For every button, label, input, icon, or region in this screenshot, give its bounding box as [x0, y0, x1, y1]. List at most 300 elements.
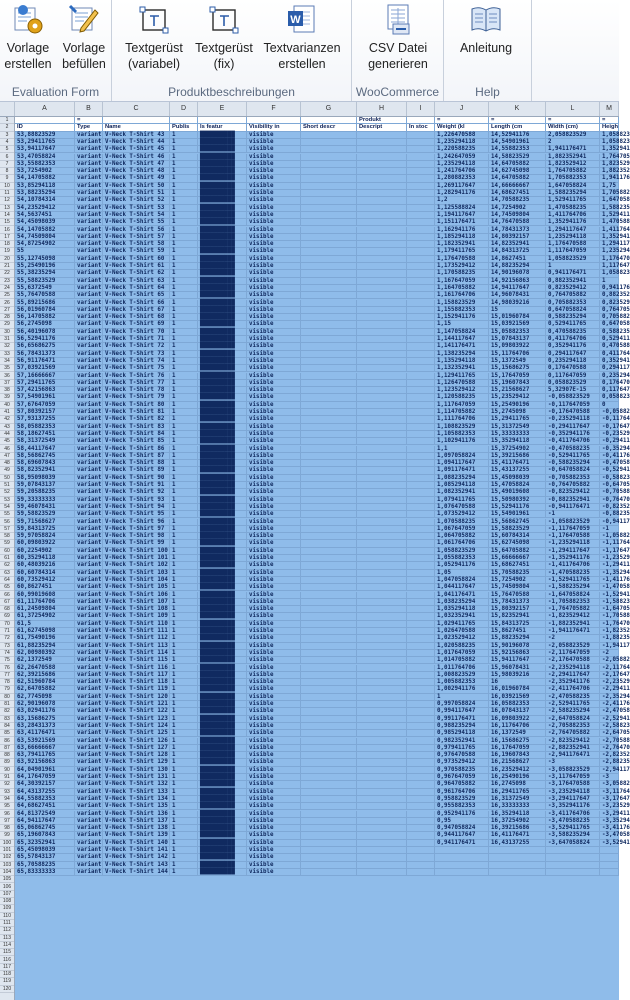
- cell-h13[interactable]: [357, 205, 407, 212]
- cell-d58[interactable]: 1: [170, 533, 198, 540]
- cell-c11[interactable]: V-Neck T-Shirt 51: [103, 190, 170, 197]
- cell-e26[interactable]: ██████████: [198, 300, 247, 307]
- cell-b84[interactable]: variant: [77, 722, 102, 729]
- cell-j50[interactable]: 1,088235294: [435, 475, 489, 482]
- cell-d8[interactable]: 1: [170, 168, 198, 175]
- cell-d73[interactable]: 1: [170, 643, 198, 650]
- cell-d99[interactable]: 1: [170, 832, 198, 839]
- cell-b94[interactable]: variant: [77, 795, 102, 802]
- cell-i4[interactable]: [407, 139, 435, 146]
- cell-g62[interactable]: [301, 562, 357, 569]
- cell-e27[interactable]: ██████████: [198, 307, 247, 314]
- cell-i52[interactable]: [407, 489, 435, 496]
- cell-l41[interactable]: -0,176470588: [546, 409, 600, 416]
- cell-j40[interactable]: 1,117647059: [435, 402, 489, 409]
- cell-e35[interactable]: ██████████: [198, 365, 247, 372]
- row-header[interactable]: 67: [0, 599, 14, 606]
- cell-h79[interactable]: [357, 686, 407, 693]
- cell-j100[interactable]: 0,941176471: [435, 840, 489, 847]
- cell-g31[interactable]: [301, 336, 357, 343]
- cell-j54[interactable]: 1,076470588: [435, 504, 489, 511]
- cell-e31[interactable]: ██████████: [198, 336, 247, 343]
- cell-a102[interactable]: 65,57843137: [15, 854, 75, 861]
- cell-i36[interactable]: [407, 373, 435, 380]
- cell-d94[interactable]: 1: [170, 796, 198, 803]
- cell-a16[interactable]: 54,14705882: [15, 227, 75, 234]
- cell-c9[interactable]: V-Neck T-Shirt 49: [103, 175, 170, 182]
- cell-i26[interactable]: [407, 300, 435, 307]
- cell-h12[interactable]: [357, 197, 407, 204]
- cell-k51[interactable]: 15,47058824: [489, 482, 546, 489]
- cell-i91[interactable]: [407, 774, 435, 781]
- cell-f35[interactable]: visible: [247, 365, 301, 372]
- cell-f39[interactable]: visible: [247, 394, 301, 401]
- cell-i79[interactable]: [407, 686, 435, 693]
- cell-j44[interactable]: 1,105882353: [435, 431, 489, 438]
- cell-a88[interactable]: 63,79411765: [15, 752, 75, 759]
- cell-h29[interactable]: [357, 321, 407, 328]
- cell-a43[interactable]: 58,05882353: [15, 424, 75, 431]
- cell-k9[interactable]: 14,64705882: [489, 175, 546, 182]
- row-header[interactable]: 109: [0, 905, 14, 912]
- cell-c67[interactable]: V-Neck T-Shirt 107: [103, 599, 170, 606]
- cell-a72[interactable]: 61,75490196: [15, 635, 75, 642]
- cell-b21[interactable]: variant: [77, 263, 102, 269]
- column-header-a[interactable]: A: [15, 102, 75, 116]
- cell-g61[interactable]: [301, 555, 357, 562]
- cell-f26[interactable]: visible: [247, 300, 301, 307]
- cell-i24[interactable]: [407, 285, 435, 292]
- cell-e82[interactable]: ██████████: [198, 708, 247, 715]
- cell-l84[interactable]: -2,705882353: [546, 723, 600, 730]
- cell-a84[interactable]: 63,28431373: [15, 723, 75, 730]
- cell-a73[interactable]: 61,88235294: [15, 643, 75, 650]
- cell-h59[interactable]: [357, 540, 407, 547]
- cell-m90[interactable]: -2,94117: [602, 766, 630, 773]
- cell-b79[interactable]: variant: [77, 686, 102, 693]
- cell-k81[interactable]: 16,05882353: [489, 701, 546, 708]
- cell-k61[interactable]: 15,66666667: [489, 555, 546, 562]
- cell-b73[interactable]: variant: [77, 642, 102, 649]
- cell-b56[interactable]: variant: [77, 518, 102, 525]
- cell-m44[interactable]: -0,23529: [602, 430, 630, 437]
- cell-m30[interactable]: 0,588235: [602, 328, 630, 335]
- row-header[interactable]: 26: [0, 300, 14, 307]
- cell-i22[interactable]: [407, 270, 435, 277]
- cell-g98[interactable]: [301, 825, 357, 832]
- row-header[interactable]: 97: [0, 818, 14, 825]
- cell-k82[interactable]: 16,07843137: [489, 708, 546, 715]
- cell-d52[interactable]: 1: [170, 489, 198, 496]
- cell-a30[interactable]: 56,40196078: [15, 329, 75, 336]
- cell-f91[interactable]: visible: [247, 774, 301, 781]
- cell-j45[interactable]: 1,102941176: [435, 438, 489, 445]
- cell-g14[interactable]: [301, 212, 357, 219]
- cell-g41[interactable]: [301, 409, 357, 416]
- cell-k32[interactable]: 15,09803922: [489, 343, 546, 350]
- cell-b66[interactable]: variant: [77, 591, 102, 598]
- cell-d9[interactable]: 1: [170, 175, 198, 182]
- cell-e104[interactable]: ██████████: [198, 869, 247, 876]
- row-header[interactable]: 48: [0, 460, 14, 467]
- cell-h103[interactable]: [357, 862, 407, 869]
- cell-h32[interactable]: [357, 343, 407, 350]
- cell-k73[interactable]: 15,90196078: [489, 643, 546, 650]
- cell-k52[interactable]: 15,49019608: [489, 489, 546, 496]
- row-header[interactable]: 100: [0, 840, 14, 847]
- cell-b59[interactable]: variant: [77, 540, 102, 547]
- cell-b37[interactable]: variant: [77, 379, 102, 386]
- cell-c54[interactable]: V-Neck T-Shirt 94: [103, 504, 170, 511]
- cell-l76[interactable]: -2,235294118: [546, 665, 600, 672]
- cell-c12[interactable]: V-Neck T-Shirt 52: [103, 197, 170, 204]
- cell-c49[interactable]: V-Neck T-Shirt 89: [103, 467, 170, 474]
- cell-c58[interactable]: V-Neck T-Shirt 98: [103, 533, 170, 540]
- cell-m68[interactable]: -1,64705: [602, 606, 630, 613]
- row-header[interactable]: 62: [0, 562, 14, 569]
- cell-i90[interactable]: [407, 767, 435, 774]
- cell-h23[interactable]: [357, 278, 407, 285]
- cell-j41[interactable]: 1,114705882: [435, 409, 489, 416]
- row-header[interactable]: 81: [0, 701, 14, 708]
- cell-c48[interactable]: V-Neck T-Shirt 88: [103, 460, 170, 467]
- cell-i58[interactable]: [407, 533, 435, 540]
- cell-j104[interactable]: [435, 869, 489, 876]
- row-header[interactable]: 25: [0, 292, 14, 299]
- cell-h40[interactable]: [357, 402, 407, 409]
- cell-j83[interactable]: 0,991176471: [435, 716, 489, 723]
- cell-f25[interactable]: visible: [247, 292, 301, 299]
- cell-i68[interactable]: [407, 606, 435, 613]
- cell-j76[interactable]: 1,011764706: [435, 665, 489, 672]
- row-header[interactable]: 66: [0, 592, 14, 599]
- cell-a75[interactable]: 62,1372549: [15, 657, 75, 664]
- cell-h38[interactable]: [357, 387, 407, 394]
- cell-f28[interactable]: visible: [247, 314, 301, 321]
- row-header[interactable]: 57: [0, 526, 14, 533]
- cell-l91[interactable]: -3,117647059: [546, 774, 600, 781]
- cell-l19[interactable]: 1,117647059: [546, 248, 600, 255]
- cell-i25[interactable]: [407, 292, 435, 299]
- cell-g38[interactable]: [301, 387, 357, 394]
- row-header[interactable]: 112: [0, 927, 14, 934]
- cell-a26[interactable]: 55,89215686: [15, 300, 75, 307]
- cell-i89[interactable]: [407, 759, 435, 766]
- row-header[interactable]: 119: [0, 978, 14, 985]
- cell-e22[interactable]: ██████████: [198, 270, 247, 277]
- cell-d34[interactable]: 1: [170, 358, 198, 365]
- cell-c82[interactable]: V-Neck T-Shirt 122: [103, 708, 170, 715]
- cell-c19[interactable]: V-Neck T-Shirt 59: [103, 248, 170, 255]
- cell-d77[interactable]: 1: [170, 672, 198, 679]
- cell-d84[interactable]: 1: [170, 723, 198, 730]
- cell-a32[interactable]: 56,65686275: [15, 343, 75, 350]
- cell-k29[interactable]: 15,03921569: [489, 321, 546, 328]
- cell-a52[interactable]: 59,20588235: [15, 489, 75, 496]
- cell-h102[interactable]: [357, 854, 407, 861]
- cell-j99[interactable]: 0,944117647: [435, 832, 489, 839]
- cell-e51[interactable]: ██████████: [198, 482, 247, 489]
- cell-a11[interactable]: 53,88235294: [15, 190, 75, 197]
- cell-c43[interactable]: V-Neck T-Shirt 83: [103, 424, 170, 431]
- cell-m104[interactable]: [600, 869, 619, 876]
- cell-a55[interactable]: 59,58823529: [15, 511, 75, 518]
- cell-l42[interactable]: -0,235294118: [546, 416, 600, 423]
- cell-l22[interactable]: 0,941176471: [546, 270, 600, 277]
- cell-b13[interactable]: variant: [77, 204, 102, 211]
- cell-c31[interactable]: V-Neck T-Shirt 71: [103, 336, 170, 343]
- cell-k75[interactable]: 15,94117647: [489, 657, 546, 664]
- cell-j74[interactable]: 1,017647059: [435, 650, 489, 657]
- cell-h99[interactable]: [357, 832, 407, 839]
- row-header[interactable]: 41: [0, 409, 14, 416]
- cell-h94[interactable]: [357, 796, 407, 803]
- cell-d69[interactable]: 1: [170, 613, 198, 620]
- cell-l85[interactable]: -2,764705882: [546, 730, 600, 737]
- row-header[interactable]: 5: [0, 146, 14, 153]
- cell-g70[interactable]: [301, 621, 357, 628]
- cell-f69[interactable]: visible: [247, 613, 301, 620]
- cell-d7[interactable]: 1: [170, 161, 198, 168]
- cell-a7[interactable]: 53,55882353: [15, 161, 75, 168]
- row-header[interactable]: 10: [0, 183, 14, 190]
- cell-f42[interactable]: visible: [247, 416, 301, 423]
- cell-j80[interactable]: 1: [435, 694, 489, 701]
- cell-g85[interactable]: [301, 730, 357, 737]
- cell-k77[interactable]: 15,98039216: [489, 672, 546, 679]
- cell-e91[interactable]: ██████████: [198, 774, 247, 781]
- cell-j60[interactable]: 1,058823529: [435, 548, 489, 555]
- cell-f52[interactable]: visible: [247, 489, 301, 496]
- cell-d18[interactable]: 1: [170, 241, 198, 248]
- cell-h17[interactable]: [357, 234, 407, 241]
- row-header[interactable]: 116: [0, 957, 14, 964]
- cell-l3[interactable]: 2,058823529: [546, 132, 600, 139]
- cell-m63[interactable]: -1,35294: [602, 569, 630, 576]
- cell-c102[interactable]: V-Neck T-Shirt 142: [103, 854, 170, 861]
- cell-e25[interactable]: ██████████: [198, 292, 247, 299]
- cell-m49[interactable]: -0,52941: [602, 467, 630, 474]
- column-header-h[interactable]: H: [357, 102, 407, 116]
- cell-d89[interactable]: 1: [170, 759, 198, 766]
- cell-c98[interactable]: V-Neck T-Shirt 138: [103, 825, 170, 832]
- cell-l30[interactable]: 0,470588235: [546, 329, 600, 336]
- cell-j27[interactable]: 1,155882353: [435, 307, 489, 314]
- row-header[interactable]: 108: [0, 898, 14, 905]
- cell-k36[interactable]: 15,17647059: [489, 373, 546, 380]
- cell-a5[interactable]: 53,94117647: [15, 146, 75, 153]
- cell-j71[interactable]: 1,026470588: [435, 628, 489, 635]
- cell-h78[interactable]: [357, 679, 407, 686]
- cell-j19[interactable]: 1,179411765: [435, 248, 489, 255]
- cell-f55[interactable]: visible: [247, 511, 301, 518]
- cell-l21[interactable]: 1: [546, 263, 600, 270]
- row-header[interactable]: 18: [0, 241, 14, 248]
- cell-c75[interactable]: V-Neck T-Shirt 115: [103, 657, 170, 664]
- cell-g78[interactable]: [301, 679, 357, 686]
- cell-l52[interactable]: -0,823529412: [546, 489, 600, 496]
- cell-g6[interactable]: [301, 154, 357, 161]
- cell-g92[interactable]: [301, 781, 357, 788]
- cell-d81[interactable]: 1: [170, 701, 198, 708]
- cell-b75[interactable]: variant: [77, 657, 102, 664]
- row-header[interactable]: 104: [0, 869, 14, 876]
- cell-e32[interactable]: ██████████: [198, 343, 247, 350]
- row-header[interactable]: 71: [0, 628, 14, 635]
- cell-l32[interactable]: 0,352941176: [546, 343, 600, 350]
- cell-j66[interactable]: 1,041176471: [435, 592, 489, 599]
- cell-i6[interactable]: [407, 154, 435, 161]
- cell-j81[interactable]: 0,997058824: [435, 701, 489, 708]
- cell-d10[interactable]: 1: [170, 183, 198, 190]
- cell-d59[interactable]: 1: [170, 540, 198, 547]
- row-header[interactable]: 101: [0, 847, 14, 854]
- cell-a67[interactable]: 61,11764706: [15, 599, 75, 606]
- cell-f90[interactable]: visible: [247, 767, 301, 774]
- cell-b29[interactable]: variant: [77, 321, 102, 328]
- cell-i37[interactable]: [407, 380, 435, 387]
- cell-a13[interactable]: 54,23529412: [15, 205, 75, 212]
- cell-l20[interactable]: 1,058823529: [546, 256, 600, 263]
- cell-b74[interactable]: variant: [77, 649, 102, 656]
- cell-d104[interactable]: 1: [170, 869, 198, 876]
- cell-k56[interactable]: 15,56862745: [489, 519, 546, 526]
- cell-j14[interactable]: 1,194117647: [435, 212, 489, 219]
- cell-f59[interactable]: visible: [247, 540, 301, 547]
- cell-d103[interactable]: 1: [170, 862, 198, 869]
- cell-k70[interactable]: 15,84313725: [489, 621, 546, 628]
- cell-d3[interactable]: 1: [170, 132, 198, 139]
- cell-m92[interactable]: -3,05882: [602, 781, 630, 788]
- cell-d27[interactable]: 1: [170, 307, 198, 314]
- cell-k1[interactable]: =: [489, 117, 546, 124]
- cell-k11[interactable]: 14,68627451: [489, 190, 546, 197]
- cell-m11[interactable]: 1,705882: [602, 190, 630, 196]
- cell-d35[interactable]: 1: [170, 365, 198, 372]
- row-header[interactable]: 83: [0, 716, 14, 723]
- row-header[interactable]: 84: [0, 723, 14, 730]
- cell-f1[interactable]: [247, 117, 301, 124]
- cell-h63[interactable]: [357, 570, 407, 577]
- cell-l55[interactable]: -1: [546, 511, 600, 518]
- cell-d31[interactable]: 1: [170, 336, 198, 343]
- cell-l73[interactable]: -2,058823529: [546, 643, 600, 650]
- cell-f47[interactable]: visible: [247, 453, 301, 460]
- cell-m87[interactable]: -2,76470: [602, 744, 630, 751]
- cell-l67[interactable]: -1,705882353: [546, 599, 600, 606]
- cell-j75[interactable]: 1,014705882: [435, 657, 489, 664]
- cell-b25[interactable]: variant: [77, 292, 102, 299]
- cell-e97[interactable]: ██████████: [198, 818, 247, 825]
- cell-i80[interactable]: [407, 694, 435, 701]
- cell-d87[interactable]: 1: [170, 745, 198, 752]
- cell-e59[interactable]: ██████████: [198, 540, 247, 547]
- cell-f98[interactable]: visible: [247, 825, 301, 832]
- cell-g46[interactable]: [301, 446, 357, 453]
- cell-m81[interactable]: -2,41176: [602, 701, 630, 707]
- cell-l66[interactable]: -1,647058824: [546, 592, 600, 599]
- cell-a42[interactable]: 57,93137255: [15, 416, 75, 423]
- cell-m70[interactable]: -1,76470: [602, 620, 630, 627]
- cell-c87[interactable]: V-Neck T-Shirt 127: [103, 745, 170, 752]
- cell-c30[interactable]: V-Neck T-Shirt 70: [103, 329, 170, 336]
- cell-g25[interactable]: [301, 292, 357, 299]
- cell-i40[interactable]: [407, 402, 435, 409]
- cell-j16[interactable]: 1,162941176: [435, 227, 489, 234]
- cell-d39[interactable]: 1: [170, 394, 198, 401]
- cell-a100[interactable]: 65,32352941: [15, 840, 75, 847]
- cell-g37[interactable]: [301, 380, 357, 387]
- cell-k35[interactable]: 15,15686275: [489, 365, 546, 372]
- cell-e53[interactable]: ██████████: [198, 497, 247, 504]
- row-header[interactable]: 72: [0, 635, 14, 642]
- cell-d64[interactable]: 1: [170, 577, 198, 584]
- cell-m57[interactable]: -1: [600, 526, 619, 533]
- cell-i41[interactable]: [407, 409, 435, 416]
- cell-b82[interactable]: variant: [77, 708, 102, 715]
- cell-a45[interactable]: 58,31372549: [15, 438, 75, 445]
- row-header[interactable]: 30: [0, 329, 14, 336]
- cell-j78[interactable]: 1,005882353: [435, 679, 489, 686]
- cell-k60[interactable]: 15,64705882: [489, 548, 546, 555]
- cell-e13[interactable]: ██████████: [198, 205, 247, 212]
- cell-j1[interactable]: =: [435, 117, 489, 124]
- cell-a81[interactable]: 62,90196078: [15, 701, 75, 708]
- cell-b44[interactable]: variant: [77, 430, 102, 437]
- cell-b93[interactable]: variant: [77, 788, 102, 795]
- cell-b11[interactable]: variant: [77, 190, 102, 196]
- cell-l80[interactable]: -2,470588235: [546, 694, 600, 701]
- cell-h18[interactable]: [357, 241, 407, 248]
- cell-m4[interactable]: 1,058823: [602, 138, 630, 145]
- cell-k31[interactable]: 15,07843137: [489, 336, 546, 343]
- row-header[interactable]: 59: [0, 540, 14, 547]
- cell-a41[interactable]: 57,80392157: [15, 409, 75, 416]
- cell-b77[interactable]: variant: [77, 671, 102, 678]
- row-header[interactable]: 38: [0, 387, 14, 394]
- cell-i77[interactable]: [407, 672, 435, 679]
- cell-k83[interactable]: 16,09803922: [489, 716, 546, 723]
- row-header[interactable]: 28: [0, 314, 14, 321]
- cell-l74[interactable]: -2,117647059: [546, 650, 600, 657]
- cell-j82[interactable]: 0,994117647: [435, 708, 489, 715]
- cell-h2[interactable]: Descript: [357, 124, 407, 131]
- row-header[interactable]: 102: [0, 854, 14, 861]
- cell-f81[interactable]: visible: [247, 701, 301, 708]
- cell-h83[interactable]: [357, 716, 407, 723]
- cell-m73[interactable]: -1,94117: [602, 642, 630, 649]
- cell-k57[interactable]: 15,58823529: [489, 526, 546, 533]
- row-header[interactable]: 7: [0, 161, 14, 168]
- cell-l99[interactable]: -3,588235294: [546, 832, 600, 839]
- cell-h71[interactable]: [357, 628, 407, 635]
- cell-h62[interactable]: [357, 562, 407, 569]
- cell-a9[interactable]: 54,14705882: [15, 175, 75, 182]
- cell-g17[interactable]: [301, 234, 357, 241]
- cell-e2[interactable]: Is featur: [198, 124, 247, 131]
- cell-e89[interactable]: ██████████: [198, 759, 247, 766]
- cell-e74[interactable]: ██████████: [198, 650, 247, 657]
- cell-j90[interactable]: 0,970588235: [435, 767, 489, 774]
- cell-d68[interactable]: 1: [170, 606, 198, 613]
- cell-h88[interactable]: [357, 752, 407, 759]
- cell-j62[interactable]: 1,052941176: [435, 562, 489, 569]
- cell-e79[interactable]: ██████████: [198, 686, 247, 693]
- cell-h35[interactable]: [357, 365, 407, 372]
- cell-f46[interactable]: visible: [247, 446, 301, 453]
- cell-k20[interactable]: 14,8627451: [489, 256, 546, 263]
- cell-i98[interactable]: [407, 825, 435, 832]
